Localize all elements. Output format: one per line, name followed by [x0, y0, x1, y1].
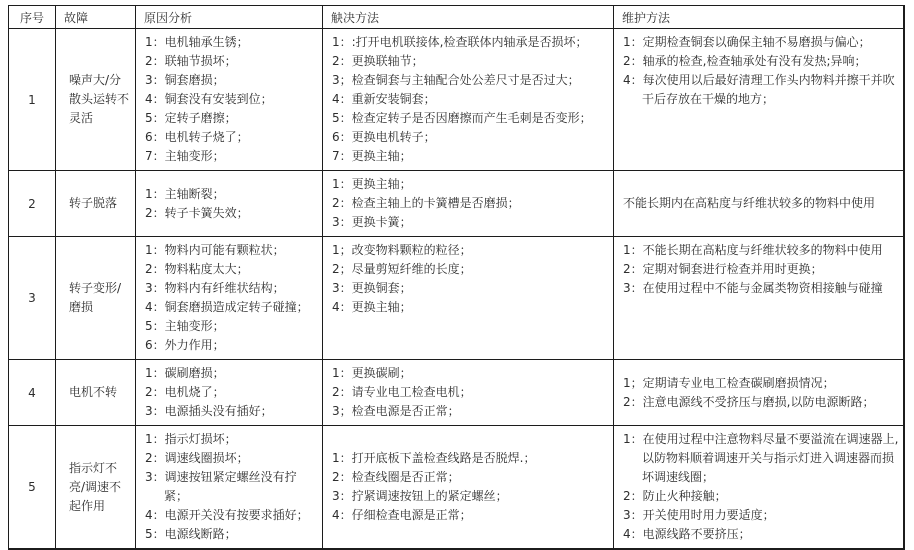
row-number: 4	[9, 360, 56, 426]
list-item: 3；检查电源是否正常；	[332, 404, 460, 418]
list-item: 7：主轴变形；	[145, 149, 225, 163]
list-item: 3：调速按钮紧定螺丝没有拧紧；	[145, 470, 297, 503]
list-item: 5：电源线断路；	[145, 527, 237, 541]
list-item: 6：电机转子烧了；	[145, 130, 249, 144]
list-item: 4：铜套没有安装到位；	[145, 92, 273, 106]
list-item: 1：指示灯损坏；	[145, 432, 237, 446]
list-item: 5：定转子磨擦；	[145, 111, 237, 125]
column-header-cause: 原因分析	[136, 6, 323, 29]
column-header-no: 序号	[9, 6, 56, 29]
list-item: 5：主轴变形；	[145, 319, 225, 333]
list-item: 4：每次使用以后最好清理工作头内物料并擦干并吹干后存放在干燥的地方；	[623, 73, 895, 106]
list-item: 1：更换主轴；	[332, 177, 412, 191]
list-item: 4：重新安装铜套；	[332, 92, 436, 106]
fault-cell: 转子变形/磨损	[56, 237, 136, 360]
list-item: 1：主轴断裂；	[145, 186, 225, 201]
list-item: 不能长期内在高粘度与纤维状较多的物料中使用	[623, 196, 876, 210]
list-item: 5：检查定转子是否因磨擦而产生毛刺是否变形；	[332, 111, 592, 125]
list-item: 2：联轴节损坏；	[145, 54, 237, 68]
list-item: 2：电机烧了；	[145, 385, 225, 399]
table-row	[9, 237, 904, 360]
list-item: 4：更换主轴；	[332, 300, 412, 314]
list-item: 2：转子卡簧失效；	[145, 205, 249, 220]
row-number: 3	[9, 237, 56, 360]
list-item: 2：定期对铜套进行检查并用时更换；	[623, 262, 823, 276]
list-item: 3：在使用过程中不能与金属类物资相接触与碰撞	[623, 281, 883, 295]
list-item: 1；改变物料颗粒的粒径；	[332, 243, 472, 257]
list-item: 3：拧紧调速按钮上的紧定螺丝；	[332, 489, 508, 503]
solution-cell	[323, 360, 614, 426]
list-item: 1：物料内可能有颗粒状；	[145, 243, 285, 257]
row-number: 1	[9, 29, 56, 171]
list-item: 2：更换联轴节；	[332, 54, 424, 68]
list-item: 2：轴承的检查,检查轴承处有没有发热;异响；	[623, 54, 867, 68]
cause-cell	[136, 171, 323, 237]
troubleshooting-table	[8, 5, 905, 550]
list-item: 3：更换铜套；	[332, 281, 412, 295]
list-item: 4：铜套磨损造成定转子碰撞；	[145, 300, 309, 314]
list-item: 2：调速线圈损坏；	[145, 451, 249, 465]
list-item: 2；尽量剪短纤维的长度；	[332, 262, 472, 276]
list-item: 2：检查线圈是否正常；	[332, 470, 460, 484]
list-item: 1：打开底板下盖检查线路是否脱焊.；	[332, 451, 536, 465]
list-item: 4：电源线路不要挤压；	[623, 527, 751, 541]
list-item: 2：请专业电工检查电机；	[332, 385, 472, 399]
list-item: 3：物料内有纤维状结构；	[145, 281, 285, 295]
maintenance-cell	[614, 237, 904, 360]
header-row	[9, 6, 904, 29]
table-row	[9, 171, 904, 237]
maintenance-cell	[614, 360, 904, 426]
fault-cell: 噪声大/分散头运转不灵活	[56, 29, 136, 171]
list-item: 3；检查铜套与主轴配合处公差尺寸是否过大；	[332, 73, 580, 87]
list-item: 4：仔细检查电源是正常；	[332, 508, 472, 522]
table-row	[9, 360, 904, 426]
table-row	[9, 426, 904, 550]
maintenance-cell	[614, 171, 904, 237]
list-item: 1：定期检查铜套以确保主轴不易磨损与偏心；	[623, 35, 871, 49]
solution-cell	[323, 29, 614, 171]
column-header-fault: 故障	[56, 6, 136, 29]
list-item: 1：在使用过程中注意物料尽量不要溢流在调速器上,以防物料顺着调速开关与指示灯进入调速器而损坏调速线圈；	[623, 432, 899, 484]
fault-cell: 转子脱落	[56, 171, 136, 237]
row-number: 5	[9, 426, 56, 550]
cause-cell	[136, 360, 323, 426]
list-item: 2：检查主轴上的卡簧槽是否磨损；	[332, 196, 520, 210]
list-item: 6：更换电机转子；	[332, 130, 436, 144]
cause-cell	[136, 237, 323, 360]
list-item: 3：电源插头没有插好；	[145, 404, 273, 418]
list-item: 1：碳刷磨损；	[145, 366, 225, 380]
cause-cell	[136, 426, 323, 550]
troubleshooting-table-container	[8, 5, 905, 550]
list-item: 3：铜套磨损；	[145, 73, 225, 87]
solution-cell	[323, 426, 614, 550]
solution-cell	[323, 237, 614, 360]
list-item: 3：开关使用时用力要适度；	[623, 508, 775, 522]
fault-cell: 电机不转	[56, 360, 136, 426]
cause-cell	[136, 29, 323, 171]
list-item: 2：防止火种接触；	[623, 489, 727, 503]
list-item: 1；定期请专业电工检查碳刷磨损情况；	[623, 375, 835, 390]
list-item: 1：不能长期在高粘度与纤维状较多的物料中使用	[623, 243, 883, 257]
list-item: 2：注意电源线不受挤压与磨损,以防电源断路；	[623, 394, 875, 409]
list-item: 2：物料粘度太大；	[145, 262, 249, 276]
list-item: 3：更换卡簧；	[332, 215, 412, 229]
table-row	[9, 29, 904, 171]
solution-cell	[323, 171, 614, 237]
maintenance-cell	[614, 29, 904, 171]
list-item: 7：更换主轴；	[332, 149, 412, 163]
list-item: 1：:打开电机联接体,检查联体内轴承是否损坏；	[332, 35, 588, 49]
list-item: 1：更换碳刷；	[332, 366, 412, 380]
column-header-solution: 觖决方法	[323, 6, 614, 29]
row-number: 2	[9, 171, 56, 237]
column-header-maintenance: 维护方法	[614, 6, 904, 29]
list-item: 1：电机轴承生锈；	[145, 35, 249, 49]
list-item: 6：外力作用；	[145, 338, 225, 352]
fault-cell: 指示灯不亮/调速不起作用	[56, 426, 136, 550]
maintenance-cell	[614, 426, 904, 550]
list-item: 4：电源开关没有按要求插好；	[145, 508, 309, 522]
